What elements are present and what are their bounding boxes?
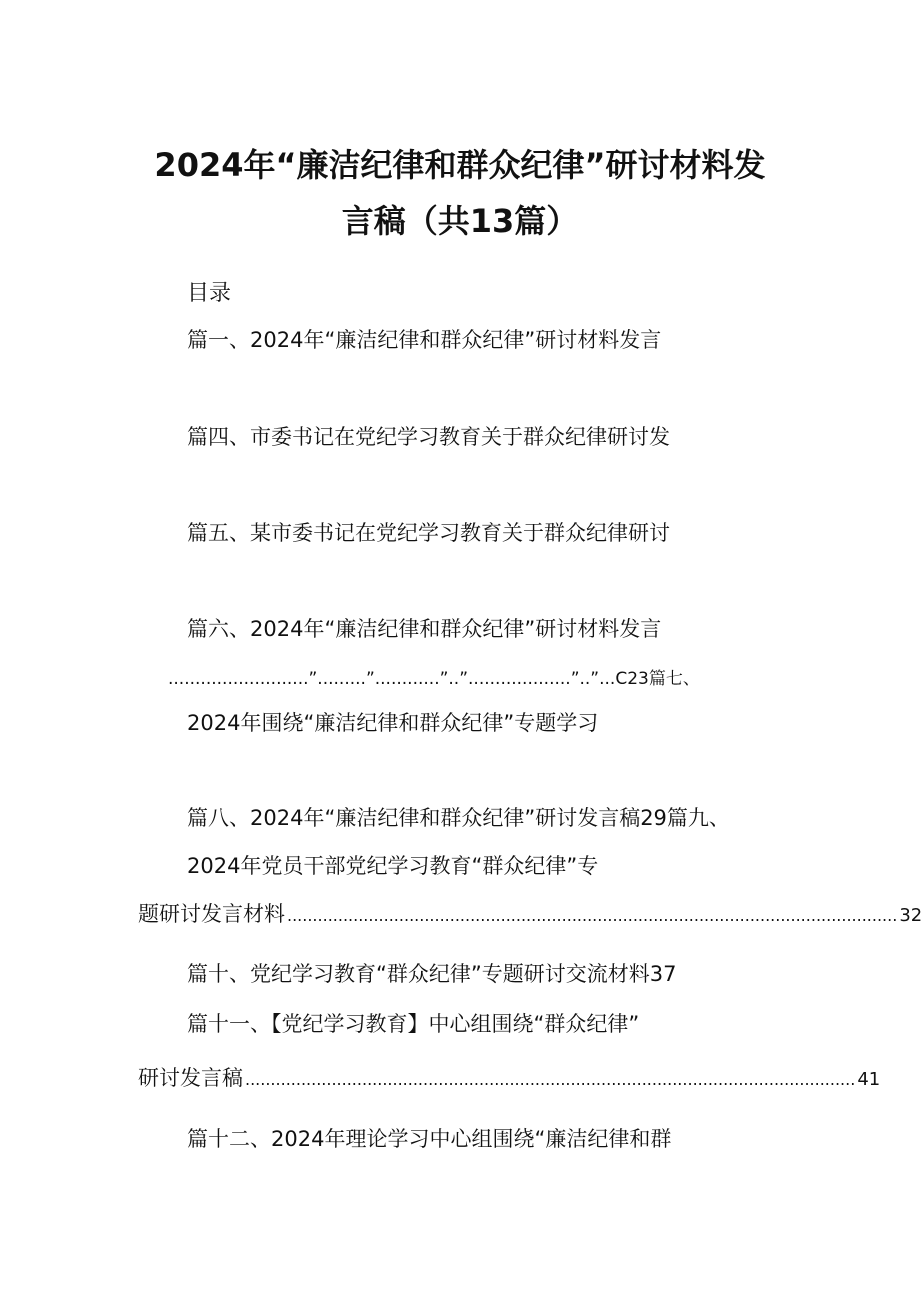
toc-entry-with-page [138, 898, 922, 928]
toc-leader-line: ..........................”.........”............”..”...................”..”...C23篇七、 [168, 669, 700, 689]
toc-entry: 篇五、某市委书记在党纪学习教育关于群众纪律研讨 [187, 521, 670, 545]
toc-entry: 篇十一、【党纪学习教育】中心组围绕“群众纪律” [187, 1012, 640, 1036]
toc-page-number: 32 [899, 905, 922, 926]
dot-leader: ........................................................................................................................ [287, 906, 898, 925]
toc-heading: 目录 [187, 281, 232, 306]
toc-entry: 篇十二、2024年理论学习中心组围绕“廉洁纪律和群 [187, 1127, 672, 1151]
toc-entry: 篇四、市委书记在党纪学习教育关于群众纪律研讨发 [187, 425, 670, 449]
toc-entry: 篇一、2024年“廉洁纪律和群众纪律”研讨材料发言 [187, 328, 662, 352]
toc-entry: 篇六、2024年“廉洁纪律和群众纪律”研讨材料发言 [187, 617, 662, 641]
toc-entry-with-page [138, 1062, 881, 1092]
toc-entry: 2024年围绕“廉洁纪律和群众纪律”专题学习 [187, 711, 599, 735]
toc-entry-text: 题研讨发言材料 [138, 902, 285, 926]
dot-leader: ........................................................................................................................ [245, 1070, 856, 1089]
toc-entry: 2024年党员干部党纪学习教育“群众纪律”专 [187, 854, 599, 878]
toc-entry: 篇八、2024年“廉洁纪律和群众纪律”研讨发言稿29篇九、 [187, 806, 730, 830]
document-title-line-2: 言稿（共13篇） [341, 202, 579, 240]
toc-entry-text: 研讨发言稿 [138, 1066, 243, 1090]
document-title-line-1: 2024年“廉洁纪律和群众纪律”研讨材料发 [154, 146, 766, 184]
toc-page-number: 41 [857, 1069, 881, 1090]
toc-entry: 篇十、党纪学习教育“群众纪律”专题研讨交流材料37 [187, 962, 677, 986]
